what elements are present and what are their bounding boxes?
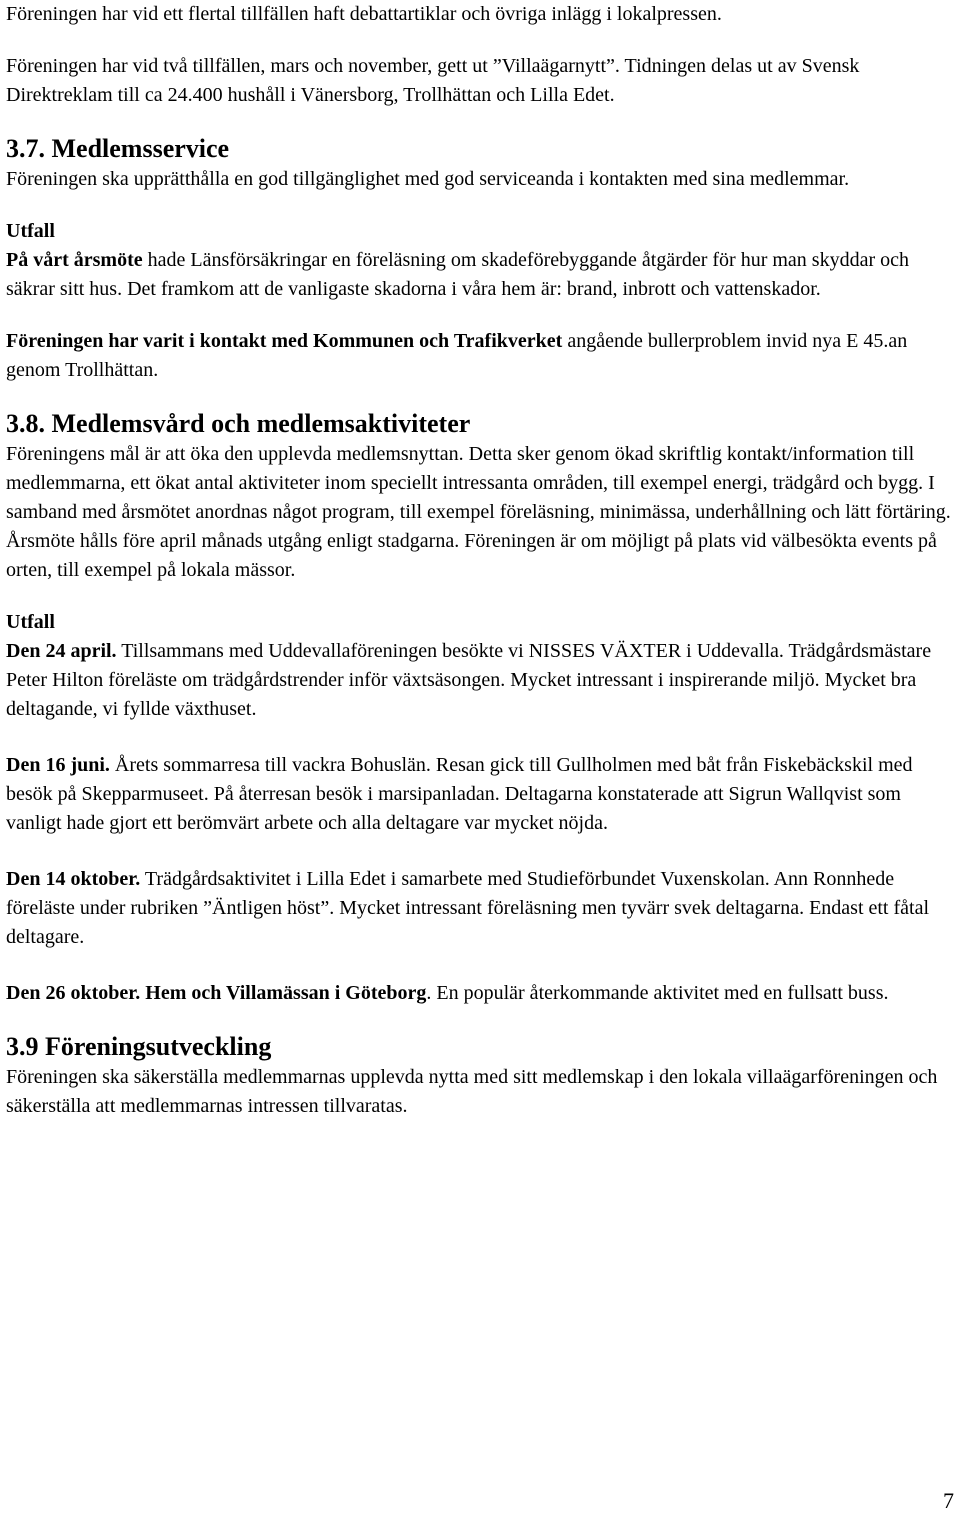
paragraph-debate-articles: Föreningen har vid ett flertal tillfällen haft debattartiklar och övriga inlägg i lokalpressen. — [6, 3, 722, 25]
event-24-april-body: Tillsammans med Uddevallaföreningen besökte vi NISSES VÄXTER i Uddevalla. Trädgårdsmästare Peter Hilton föreläste om trädgårdstrender inför växtsäsongen. Mycket intressant i inspirerande miljö. Mycket bra deltagande, vi fyllde växthuset. — [6, 640, 932, 720]
event-24-april-date: Den 24 april. — [6, 640, 117, 662]
paragraph-arsmote — [6, 246, 956, 304]
paragraph-arsmote-body: hade Länsförsäkringar en föreläsning om skadeförebyggande åtgärder för hur man skyddar och säkrar sitt hus. Det framkom att de vanligaste skadorna i våra hem är: brand, inbrott och vattenskador. — [6, 249, 910, 300]
event-26-oktober — [6, 979, 956, 1008]
paragraph-villaagarnytt: Föreningen har vid två tillfällen, mars och november, gett ut ”Villaägarnytt”. Tidningen delas ut av Svensk Direktreklam till ca 24.400 hushåll i Vänersborg, Trollhättan och Lilla Edet. — [6, 55, 860, 106]
page-number: 7 — [943, 1488, 954, 1513]
event-26-oktober-date: Den 26 oktober. Hem och Villamässan i Göteborg — [6, 982, 427, 1004]
event-16-juni-body: Årets sommarresa till vackra Bohuslän. Resan gick till Gullholmen med båt från Fiskebäckskil med besök på Skepparmuseet. På återresan besök i marsipanladan. Deltagarna konstaterade att Sigrun Wallqvist som vanligt hade gjort ett berömvärt arbete och alla deltagare var mycket nöjda. — [6, 754, 913, 834]
paragraph-foreningsutveckling: Föreningen ska säkerställa medlemmarnas upplevda nytta med sitt medlemskap i den lokala villaägarföreningen och säkerställa att medlemmarnas intressen tillvaratas. — [6, 1066, 938, 1117]
event-16-juni-date: Den 16 juni. — [6, 754, 110, 776]
event-16-juni — [6, 751, 956, 838]
document-page — [6, 0, 956, 1121]
event-14-oktober-body: Trädgårdsaktivitet i Lilla Edet i samarbete med Studieförbundet Vuxenskolan. Ann Ronnhede föreläste under rubriken ”Äntligen höst”. Mycket intressant föreläsning men tyvärr svek deltagarna. Endast ett fåtal deltagare. — [6, 868, 930, 948]
paragraph-kommunen-lead: Föreningen har varit i kontakt med Kommunen och Trafikverket — [6, 330, 563, 352]
event-14-oktober-date: Den 14 oktober. — [6, 868, 141, 890]
event-26-oktober-body: . En populär återkommande aktivitet med en fullsatt buss. — [426, 982, 889, 1004]
heading-foreningsutveckling: 3.9 Föreningsutveckling — [6, 1032, 272, 1061]
event-14-oktober — [6, 865, 956, 952]
paragraph-kommunen — [6, 327, 956, 385]
paragraph-kommunen-body: angående bullerproblem invid nya E 45.an genom Trollhättan. — [6, 330, 908, 381]
paragraph-medlemsvard: Föreningens mål är att öka den upplevda medlemsnyttan. Detta sker genom ökad skriftlig kontakt/information till medlemmarna, ett ökat antal aktiviteter inom speciellt intressanta områden, till exempel energi, trädgård och bygg. I samband med årsmötet anordnas något program, till exempel föreläsning, minimässa, underhållning och lätt förtäring. Årsmöte hålls före april månads utgång enligt stadgarna. Föreningen är om möjligt på plats vid välbesökta events på orten, till exempel på lokala mässor. — [6, 443, 951, 581]
label-utfall-2: Utfall — [6, 611, 55, 633]
paragraph-arsmote-lead: På vårt årsmöte — [6, 249, 143, 271]
heading-medlemsservice: 3.7. Medlemsservice — [6, 134, 230, 163]
event-24-april — [6, 637, 956, 724]
paragraph-medlemsservice: Föreningen ska upprätthålla en god tillgänglighet med god serviceanda i kontakten med sina medlemmar. — [6, 168, 850, 190]
label-utfall-1: Utfall — [6, 220, 55, 242]
heading-medlemsvard: 3.8. Medlemsvård och medlemsaktiviteter — [6, 409, 471, 438]
